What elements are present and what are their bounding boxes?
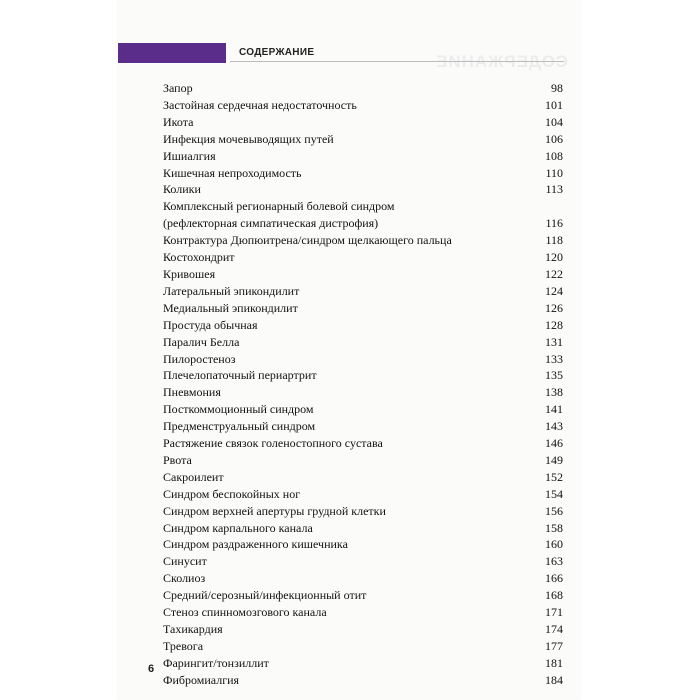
toc-entry-title	[163, 198, 395, 232]
toc-entry	[163, 536, 563, 553]
toc-entry-page: 166	[545, 571, 563, 586]
toc-entry-page: 154	[545, 486, 563, 501]
toc-entry	[163, 232, 563, 249]
toc-entry	[163, 334, 563, 351]
toc-entry-title: Латеральный эпикондилит	[163, 283, 300, 298]
toc-entry-title: Синдром карпального канала	[163, 520, 313, 535]
toc-entry	[163, 351, 563, 368]
toc-entry	[163, 503, 563, 520]
toc-entry	[163, 486, 563, 503]
toc-entry	[163, 655, 563, 672]
toc-entry-page: 126	[545, 300, 563, 315]
toc-entry-page: 138	[545, 385, 563, 400]
toc-entry-page: 174	[545, 622, 563, 636]
toc-entry-page: 160	[545, 537, 563, 552]
toc-entry-title: Тахикардия	[163, 622, 223, 636]
toc-entry-page: 104	[545, 114, 563, 129]
toc-entry-title: Синдром беспокойных ног	[163, 486, 301, 501]
toc-entry-title: Стеноз спинномозгового канала	[163, 605, 327, 620]
toc-entry-page: 184	[545, 672, 563, 687]
toc-entry-title: Кривошея	[163, 266, 216, 281]
toc-entry-title: Синдром верхней апертуры грудной клетки	[163, 503, 386, 518]
toc-entry-page: 131	[545, 334, 563, 349]
toc-entry-page: 141	[545, 402, 563, 417]
toc-entry	[163, 114, 563, 131]
toc-entry-page: 120	[545, 250, 563, 265]
toc-entry-page: 110	[545, 165, 563, 180]
toc-entry-title: Инфекция мочевыводящих путей	[163, 131, 334, 146]
toc-entry-title: Рвота	[163, 452, 192, 467]
toc-entry	[163, 249, 563, 266]
toc-entry	[163, 520, 563, 537]
toc-entry-title: Средний/серозный/инфекционный отит	[163, 588, 367, 603]
toc-entry-title: Запор	[163, 81, 193, 95]
toc-entry-page: 143	[545, 419, 563, 434]
toc-entry-title: Кишечная непроходимость	[163, 165, 302, 180]
toc-entry	[163, 300, 563, 317]
toc-entry	[163, 283, 563, 300]
toc-entry-title: Фибромиалгия	[163, 672, 240, 687]
toc-entry-page: 113	[545, 182, 563, 197]
toc-entry	[163, 401, 563, 418]
toc-entry-title: Контрактура Дюпюитрена/синдром щелкающего пальца	[163, 233, 452, 248]
toc-entry-page: 168	[545, 588, 563, 603]
section-title: СОДЕРЖАНИЕ	[239, 47, 315, 58]
toc-entry-page: 116	[545, 216, 563, 231]
toc-entry	[163, 418, 563, 435]
toc-entry-page: 133	[545, 351, 563, 366]
toc-entry-title: Тревога	[163, 638, 204, 653]
toc-entry-page: 108	[545, 148, 563, 163]
toc-entry	[163, 553, 563, 570]
toc-entry-title: Сколиоз	[163, 571, 206, 586]
toc-entry	[163, 587, 563, 604]
toc-entry	[163, 638, 563, 655]
toc-entry	[163, 452, 563, 469]
toc-entry-page: 128	[545, 317, 563, 332]
toc-entry-page: 124	[545, 283, 563, 298]
toc-entry	[163, 384, 563, 401]
toc-entry	[163, 165, 563, 182]
toc-entry-title: Икота	[163, 114, 194, 129]
table-of-contents	[163, 80, 563, 689]
toc-entry-page: 118	[545, 233, 563, 248]
toc-entry	[163, 266, 563, 283]
toc-entry-page: 181	[545, 655, 563, 670]
toc-entry-title: Растяжение связок голеностопного сустава	[163, 436, 383, 451]
header-accent-bar	[118, 43, 226, 63]
toc-entry-page: 146	[545, 436, 563, 451]
toc-entry-title-line: Комплексный регионарный болевой синдром	[163, 199, 395, 214]
toc-entry-page: 163	[545, 554, 563, 569]
toc-entry	[163, 570, 563, 587]
toc-entry-title: Синусит	[163, 554, 207, 569]
toc-entry-page: 101	[545, 97, 563, 112]
toc-entry-title: Пилоростеноз	[163, 351, 236, 366]
toc-entry	[163, 367, 563, 384]
toc-entry-title: Предменструальный синдром	[163, 419, 316, 434]
toc-entry	[163, 148, 563, 165]
mirrored-show-through-title: СОДЕРЖАНИЕ	[435, 52, 568, 71]
toc-entry-page: 98	[551, 81, 563, 95]
toc-entry-page: 158	[545, 520, 563, 535]
toc-entry	[163, 198, 563, 232]
toc-entry-title-line: (рефлекторная симпатическая дистрофия)	[163, 216, 379, 231]
page-number: 6	[148, 663, 155, 675]
toc-entry	[163, 181, 563, 198]
toc-entry-title: Синдром раздраженного кишечника	[163, 537, 348, 552]
toc-entry	[163, 317, 563, 334]
toc-entry-title: Колики	[163, 182, 201, 197]
toc-entry	[163, 131, 563, 148]
toc-entry-title: Паралич Белла	[163, 334, 240, 349]
toc-entry-title: Посткоммоционный синдром	[163, 402, 314, 417]
toc-entry-title: Плечелопаточный периартрит	[163, 368, 317, 383]
toc-entry-title: Пневмония	[163, 385, 221, 400]
toc-entry	[163, 621, 563, 638]
toc-entry-page: 149	[545, 452, 563, 467]
toc-entry-title: Костохондрит	[163, 250, 235, 265]
toc-entry-title: Застойная сердечная недостаточность	[163, 97, 357, 112]
toc-entry	[163, 80, 563, 97]
toc-entry	[163, 97, 563, 114]
toc-entry-page: 177	[545, 638, 563, 653]
toc-entry	[163, 604, 563, 621]
toc-entry-title: Ишиалгия	[163, 148, 216, 163]
toc-entry-title: Фарингит/тонзиллит	[163, 655, 269, 670]
toc-entry-title: Медиальный эпикондилит	[163, 300, 298, 315]
book-page	[118, 0, 580, 700]
toc-entry	[163, 435, 563, 452]
header-rule	[230, 61, 564, 62]
toc-entry-page: 152	[545, 469, 563, 484]
toc-entry	[163, 672, 563, 689]
toc-entry-title: Сакроилеит	[163, 469, 224, 484]
toc-entry-page: 135	[545, 368, 563, 383]
toc-entry-page: 171	[545, 605, 563, 620]
toc-entry-page: 156	[545, 503, 563, 518]
toc-entry-page: 106	[545, 131, 563, 146]
toc-entry	[163, 469, 563, 486]
toc-entry-title: Простуда обычная	[163, 317, 258, 332]
toc-entry-page: 122	[545, 266, 563, 281]
